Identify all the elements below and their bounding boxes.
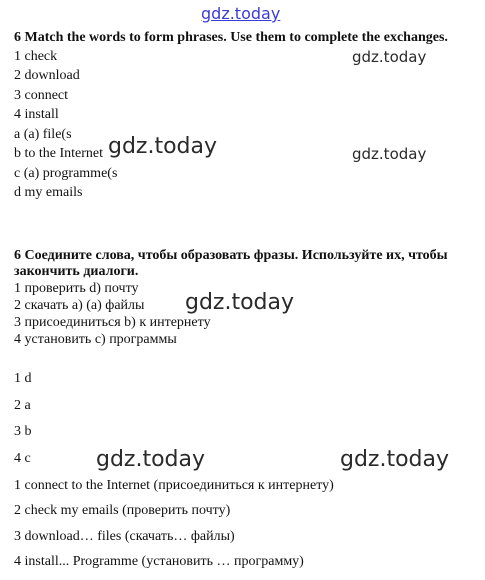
phrase-item: 2 check my emails (проверить почту): [14, 503, 231, 518]
list-item: c (a) programme(s: [14, 166, 118, 181]
list-item: 3 присоединиться b) к интернету: [14, 315, 211, 330]
answer-item: 4 c: [14, 451, 31, 466]
watermark: gdz.today: [352, 48, 427, 66]
task-heading-ru: 6 Соедините слова, чтобы образовать фразы. Используйте их, чтобы: [14, 248, 448, 263]
answer-item: 1 d: [14, 371, 32, 386]
watermark: gdz.today: [96, 447, 206, 472]
watermark: gdz.today: [185, 290, 295, 315]
phrase-item: 3 download… files (скачать… файлы): [14, 529, 235, 544]
phrase-item: 4 install... Programme (установить … программу): [14, 554, 304, 569]
task-heading-en: 6 Match the words to form phrases. Use them to complete the exchanges.: [14, 30, 448, 45]
answer-item: 2 a: [14, 398, 31, 413]
list-item: 2 download: [14, 68, 80, 83]
list-item: 2 скачать a) (a) файлы: [14, 298, 145, 313]
list-item: 4 установить c) программы: [14, 332, 177, 347]
list-item: 1 check: [14, 49, 58, 64]
list-item: 3 connect: [14, 88, 69, 103]
list-item: b to the Internet: [14, 146, 104, 161]
phrase-item: 1 connect to the Internet (присоединиться к интернету): [14, 478, 334, 493]
watermark: gdz.today: [352, 145, 427, 163]
list-item: d my emails: [14, 185, 83, 200]
watermark: gdz.today: [340, 447, 450, 472]
watermark: gdz.today: [108, 134, 218, 159]
list-item: 4 install: [14, 107, 59, 122]
list-item: a (a) file(s: [14, 127, 72, 142]
list-item: 1 проверить d) почту: [14, 281, 139, 296]
watermark-top: gdz.today: [201, 4, 281, 23]
answer-item: 3 b: [14, 424, 32, 439]
task-heading-ru-cont: закончить диалоги.: [14, 264, 139, 279]
